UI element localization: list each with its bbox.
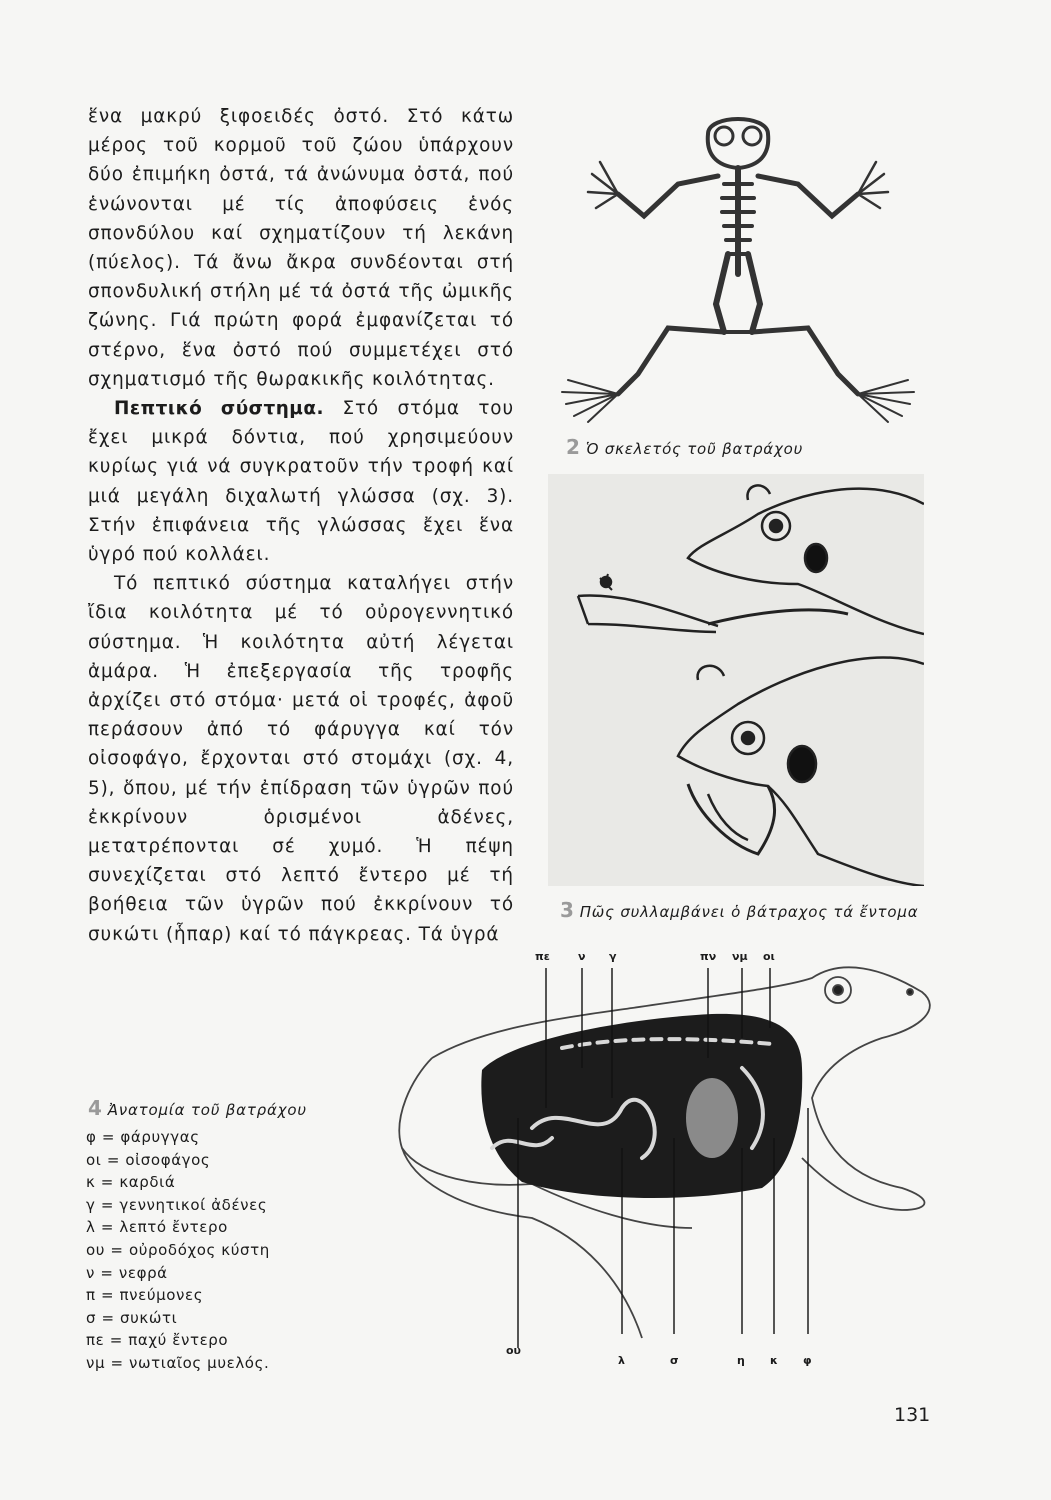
- frog-catching-illustration: [548, 474, 924, 886]
- paragraph-skeleton: ἕνα μακρύ ξιφοειδές ὀστό. Στό κάτω μέρος τοῦ κορμοῦ τοῦ ζώου ὑπάρχουν δύο ἐπιμήκη ὀστά, τά ἀνώνυμα ὀστά, πού ἑνώνονται μέ τίς ἀποφύσεις ἑνός σπονδύλου καί σχηματίζουν τή λεκάνη (πύελος). Τά ἄνω ἄκρα συνδέονται στή σπονδυλική στήλη μέ τά ὀστά τῆς ὠμικῆς ζώνης. Γιά πρώτη φορά ἐμφανίζεται τό στέρνο, ἕνα ὀστό πού συμμετέχει στό σχηματισμό τῆς θωρακικῆς κοιλότητας.: [88, 106, 514, 390]
- paragraph-digestive: Πεπτικό σύστημα. Στό στόμα του ἔχει μικρά δόντια, πού χρησιμεύουν κυρίως γιά νά συγκρατοῦν τήν τροφή καί μιά μεγάλη διχαλωτή γλώσσα (σχ. 3). Στήν ἐπιφάνεια τῆς γλώσσας ἔχει ἕνα ὑγρό πού κολλάει.: [88, 398, 514, 566]
- anatomy-legend: [86, 1126, 346, 1375]
- legend-item: κ = καρδιά: [86, 1173, 176, 1192]
- catching-caption: 3 Πῶς συλλαμβάνει ὁ βάτραχος τά ἔντομα: [560, 898, 919, 922]
- frog-catching-figure: [548, 474, 924, 886]
- legend-item: πε = παχύ ἔντερο: [86, 1331, 229, 1350]
- legend-item: ν = νεφρά: [86, 1263, 168, 1282]
- label-ou: ου: [506, 1344, 521, 1357]
- legend-item: φ = φάρυγγας: [86, 1128, 200, 1146]
- legend-item: σ = συκώτι: [86, 1308, 178, 1327]
- label-nm: νμ: [732, 950, 748, 963]
- paragraph-digestion-process: Τό πεπτικό σύστημα καταλήγει στήν ἴδια κοιλότητα μέ τό οὐρογεννητικό σύστημα. Ἡ κοιλότητα αὐτή λέγεται ἀμάρα. Ἡ ἐπεξεργασία τῆς τροφῆς ἀρχίζει στό στόμα· μετά οἱ τροφές, ἀφοῦ περάσουν ἀπό τό φάρυγγα καί τόν οἰσοφάγο, ἔρχονται στό στομάχι (σχ. 4, 5), ὅπου, μέ τήν ἐπίδραση τῶν ὑγρῶν πού ἐκκρίνουν ὁρισμένοι ἀδένες, μετατρέπονται σέ χυμό. Ἡ πέψη συνεχίζεται στό λεπτό ἔντερο μέ τή βοήθεια τῶν ὑγρῶν πού ἐκκρίνουν τό συκώτι (ἧπαρ) καί τό πάγκρεας. Τά ὑγρά: [88, 573, 514, 945]
- legend-item: λ = λεπτό ἔντερο: [86, 1218, 228, 1237]
- figure-number: 3: [560, 898, 575, 922]
- anatomy-caption: 4 Ἀνατομία τοῦ βατράχου: [88, 1096, 307, 1120]
- label-pe: πε: [535, 950, 550, 963]
- figure-number: 4: [88, 1096, 103, 1120]
- legend-item: γ = γεννητικοί ἀδένες: [86, 1195, 268, 1214]
- body-text: [88, 102, 514, 949]
- label-n: ν: [578, 950, 586, 963]
- frog-skeleton-illustration: [548, 104, 928, 424]
- label-pn: πν: [700, 950, 717, 963]
- label-k: κ: [770, 1354, 778, 1367]
- label-g: γ: [609, 950, 617, 963]
- label-oi: οι: [763, 950, 775, 963]
- label-l: λ: [618, 1354, 625, 1367]
- label-f: φ: [803, 1354, 812, 1367]
- legend-item: νμ = νωτιαῖος μυελός.: [86, 1353, 270, 1372]
- page-number: 131: [894, 1404, 931, 1426]
- section-heading: Πεπτικό σύστημα.: [114, 398, 324, 420]
- skeleton-caption: 2 Ὁ σκελετός τοῦ βατράχου: [566, 435, 804, 459]
- label-s: σ: [670, 1354, 679, 1367]
- legend-item: οι = οἰσοφάγος: [86, 1150, 211, 1169]
- frog-anatomy-illustration: [382, 948, 942, 1368]
- legend-item: ου = οὐροδόχος κύστη: [86, 1240, 270, 1259]
- legend-item: π = πνεύμονες: [86, 1286, 204, 1305]
- figure-number: 2: [566, 435, 581, 459]
- label-h: η: [737, 1354, 745, 1367]
- anatomy-figure: [382, 948, 942, 1368]
- skeleton-figure: [548, 104, 928, 424]
